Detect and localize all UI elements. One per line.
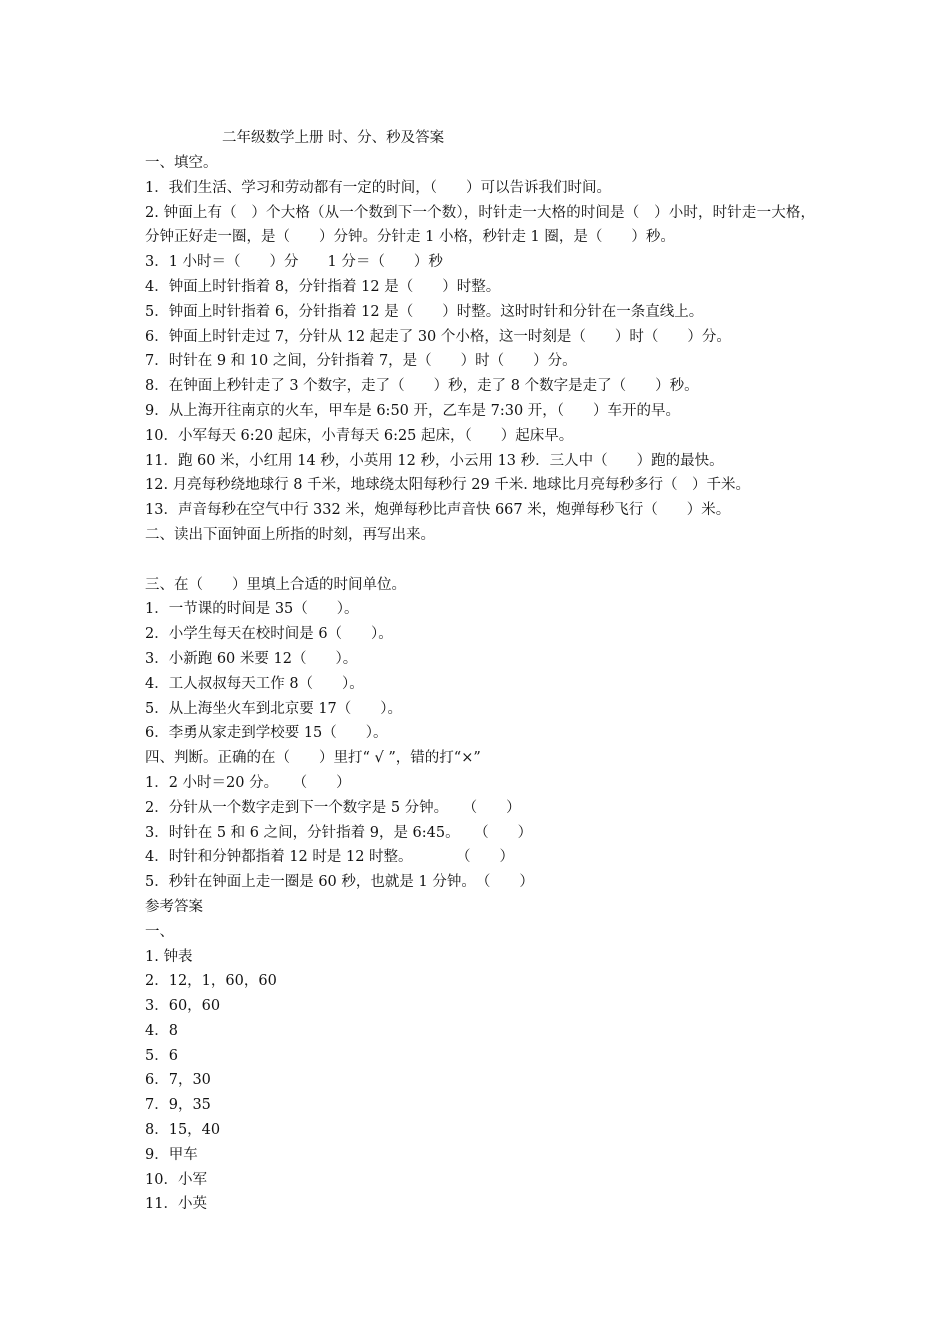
question-1-7: 7．时针在 9 和 10 之间，分针指着 7，是（ ）时（ ）分。 bbox=[145, 353, 577, 370]
section-heading-time-units: 三、在（ ）里填上合适的时间单位。 bbox=[145, 576, 406, 593]
answer-6: 6．7，30 bbox=[145, 1072, 211, 1089]
answer-1: 1. 钟表 bbox=[145, 948, 193, 965]
answer-10: 10．小军 bbox=[145, 1171, 207, 1188]
question-1-9: 9．从上海开往南京的火车，甲车是 6:50 开，乙车是 7:30 开，（ ）车开的早。 bbox=[145, 402, 681, 419]
question-3-3: 3．小新跑 60 米要 12（ ）。 bbox=[145, 650, 358, 667]
question-4-5: 5．秒针在钟面上走一圈是 60 秒，也就是 1 分钟。 （ ） bbox=[145, 874, 534, 891]
document-body bbox=[145, 151, 815, 1217]
answer-2: 2．12，1，60，60 bbox=[145, 973, 277, 990]
question-1-11: 11．跑 60 米，小红用 14 秒，小英用 12 秒，小云用 13 秒．三人中（ ）跑的最快。 bbox=[145, 452, 724, 469]
question-1-13: 13．声音每秒在空气中行 332 米，炮弹每秒比声音快 667 米，炮弹每秒飞行（ ）米。 bbox=[145, 502, 731, 519]
blank-space bbox=[145, 548, 815, 573]
question-4-3: 3．时针在 5 和 6 之间，分针指着 9，是 6:45。 （ ） bbox=[145, 824, 533, 841]
section-heading-fill-blank: 一、填空。 bbox=[145, 155, 218, 171]
question-4-1: 1．2 小时＝20 分。 （ ） bbox=[145, 774, 351, 791]
answer-7: 7．9，35 bbox=[145, 1097, 211, 1114]
answer-4: 4．8 bbox=[145, 1022, 178, 1039]
question-1-10: 10．小军每天 6:20 起床，小青每天 6:25 起床，（ ）起床早。 bbox=[145, 427, 574, 444]
answers-subheading-1: 一、 bbox=[145, 923, 174, 940]
question-4-4: 4．时针和分钟都指着 12 时是 12 时整。 （ ） bbox=[145, 849, 515, 866]
section-heading-judge: 四、判断。正确的在（ ）里打“ √ ”，错的打“×” bbox=[145, 750, 481, 767]
question-1-2: 2. 钟面上有（ ）个大格（从一个数到下一个数），时针走一大格的时间是（ ）小时，时针走一大格，分钟正好走一圈，是（ ）分钟。分针走 1 小格，秒针走 1 圈，是（ ）秒。 bbox=[145, 204, 815, 246]
question-1-12: 12. 月亮每秒绕地球行 8 千米，地球绕太阳每秒行 29 千米. 地球比月亮每秒多行（ ）千米。 bbox=[145, 477, 750, 494]
answer-8: 8．15，40 bbox=[145, 1122, 221, 1139]
question-1-3: 3．1 小时＝（ ）分 1 分＝（ ）秒 bbox=[145, 254, 443, 271]
question-1-4: 4．钟面上时针指着 8，分针指着 12 是（ ）时整。 bbox=[145, 278, 501, 295]
answer-3: 3．60，60 bbox=[145, 998, 221, 1015]
question-1-6: 6．钟面上时针走过 7，分针从 12 起走了 30 个小格，这一时刻是（ ）时（ ）分。 bbox=[145, 328, 731, 345]
answers-heading: 参考答案 bbox=[145, 898, 203, 915]
question-3-1: 1．一节课的时间是 35（ ）。 bbox=[145, 601, 359, 618]
answer-9: 9．甲车 bbox=[145, 1146, 198, 1163]
question-1-5: 5．钟面上时针指着 6，分针指着 12 是（ ）时整。这时时针和分针在一条直线上。 bbox=[145, 303, 704, 320]
question-1-8: 8．在钟面上秒针走了 3 个数字，走了（ ）秒，走了 8 个数字是走了（ ）秒。 bbox=[145, 378, 699, 395]
answer-11: 11．小英 bbox=[145, 1196, 207, 1213]
answer-5: 5．6 bbox=[145, 1047, 178, 1064]
question-4-2: 2．分针从一个数字走到下一个数字是 5 分钟。 （ ） bbox=[145, 799, 521, 816]
section-heading-read-clock: 二、读出下面钟面上所指的时刻，再写出来。 bbox=[145, 526, 435, 543]
question-3-6: 6．李勇从家走到学校要 15（ ）。 bbox=[145, 725, 388, 742]
question-3-2: 2．小学生每天在校时间是 6（ ）。 bbox=[145, 626, 393, 643]
question-1-1: 1．我们生活、学习和劳动都有一定的时间，（ ）可以告诉我们时间。 bbox=[145, 179, 611, 196]
document-title: 二年级数学上册 时、分、秒及答案 bbox=[222, 130, 445, 146]
question-3-5: 5．从上海坐火车到北京要 17（ ）。 bbox=[145, 700, 403, 717]
question-3-4: 4．工人叔叔每天工作 8（ ）。 bbox=[145, 675, 364, 692]
